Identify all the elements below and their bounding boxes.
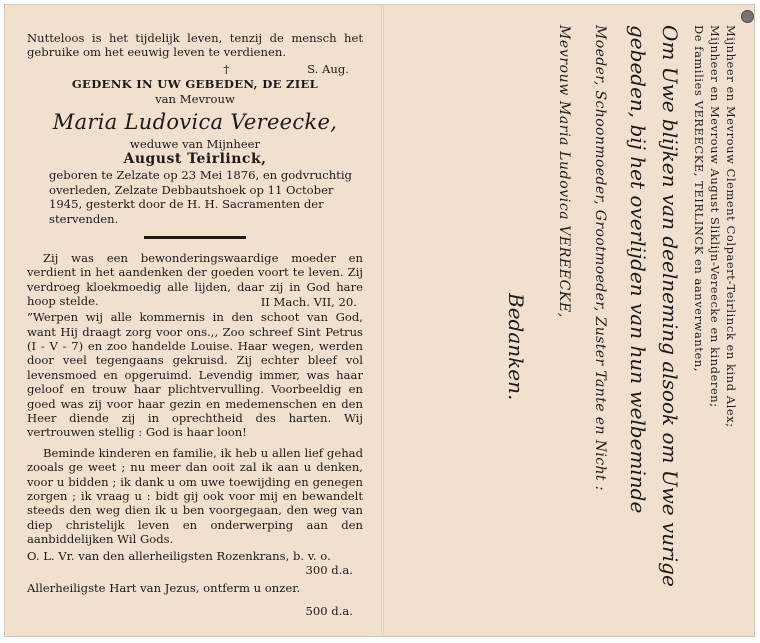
paragraph-3: Beminde kinderen en familie, ik heb u allen lief gehad zooals ge weet ; nu meer dan ooit zal ik aan u denken, voor u bidden ; ik dank u om uwe toewijding en genegen zorgen ; ik vraag u : bidt gij ook voor mij en bewandelt steeds den weg dien ik u ben voorgegaan, den weg van diep christelijk leven en onderwerping aan den aanbiddelijken Wil Gods. xyxy=(27,445,363,547)
birth-death-text: geboren te Zelzate op 23 Mei 1876, en godvruchtig overleden, Zelzate Debbautshoek op 11 October 1945, gesterkt door de H. H. Sacramenten der stervenden. xyxy=(49,168,352,226)
scripture-ref: II Mach. VII, 20. xyxy=(260,294,357,309)
pin-icon xyxy=(741,10,754,23)
family-line-1: Mijnheer en Mevrouw Clement Colpaert-Teirlinck en kind Alex; xyxy=(724,25,738,428)
prayer-1-amount: 300 d.a. xyxy=(305,563,353,577)
prayer-1: O. L. Vr. van den allerheiligsten Rozenkrans, b. v. o. xyxy=(27,548,331,563)
memorial-card xyxy=(4,4,755,637)
family-line-2: Mijnheer en Mevrouw August Sliklijn-Vereecke en kinderen; xyxy=(708,25,722,408)
rotated-text-block xyxy=(398,25,738,605)
paragraph-2: ”Werpen wij alle kommernis in den schoot van God, want Hij draagt zorg voor ons.,, Zoo schreef Sint Petrus (I - V - 7) en zoo handelde Louise. Haar wegen, werden door veel tegengaans gekruisd. Zij echter bleef vol levensmoed en opgeruimd. Levendig immer, was haar geloof en trouw haar plichtvervulling. Voorbeeldig en goed was zij voor haar gezin en medemenschen en den Heer diende zij in oprechtheid des harten. Wij vertrouwen stellig : God is haar loon! xyxy=(27,310,363,440)
bedanken-line: Bedanken. xyxy=(504,293,528,401)
divider-rule xyxy=(144,236,246,239)
family-line-3: De families VEREECKE, TEIRLINCK en aanverwanten, xyxy=(692,25,706,373)
van-mevrouw: van Mevrouw xyxy=(155,91,235,106)
relations-line: Moeder, Schoonmoeder, Grootmoeder, Zuster Tante en Nicht : xyxy=(592,25,608,491)
augustine-ref: S. Aug. xyxy=(307,61,349,76)
thanks-line-2: gebeden, bij het overlijden van hun welbeminde xyxy=(626,25,650,514)
paragraph-1: Zij was een bewonderingswaardige moeder en verdient in het aandenken der goeden voort te leven. Zij verdroeg kloekmoedig alle lijden, daar zij in God hare hoop stelde. xyxy=(27,251,363,309)
right-panel xyxy=(381,5,756,638)
left-panel xyxy=(27,31,363,618)
mevrouw-name-line: Mevrouw Maria Ludovica VEREECKE, xyxy=(556,25,572,318)
cross-symbol: † xyxy=(223,61,230,76)
prayer-2-amount: 500 d.a. xyxy=(305,603,353,618)
prayer-2: Allerheiligste Hart van Jezus, ontferm u onzer. xyxy=(27,581,301,596)
quote-attribution xyxy=(27,62,363,76)
deceased-name: Maria Ludovica Vereecke, xyxy=(52,110,338,135)
husband-name: August Teirlinck, xyxy=(123,151,267,168)
gedenk-heading: GEDENK IN UW GEBEDEN, DE ZIEL xyxy=(71,77,319,92)
thanks-line-1: Om Uwe blijken van deelneming alsook om Uwe vurige xyxy=(658,25,682,587)
widow-of: weduwe van Mijnheer xyxy=(129,137,261,152)
intro-quote: Nutteloos is het tijdelijk leven, tenzij de mensch het gebruike om het eeuwig leven te verdienen. xyxy=(27,31,363,60)
